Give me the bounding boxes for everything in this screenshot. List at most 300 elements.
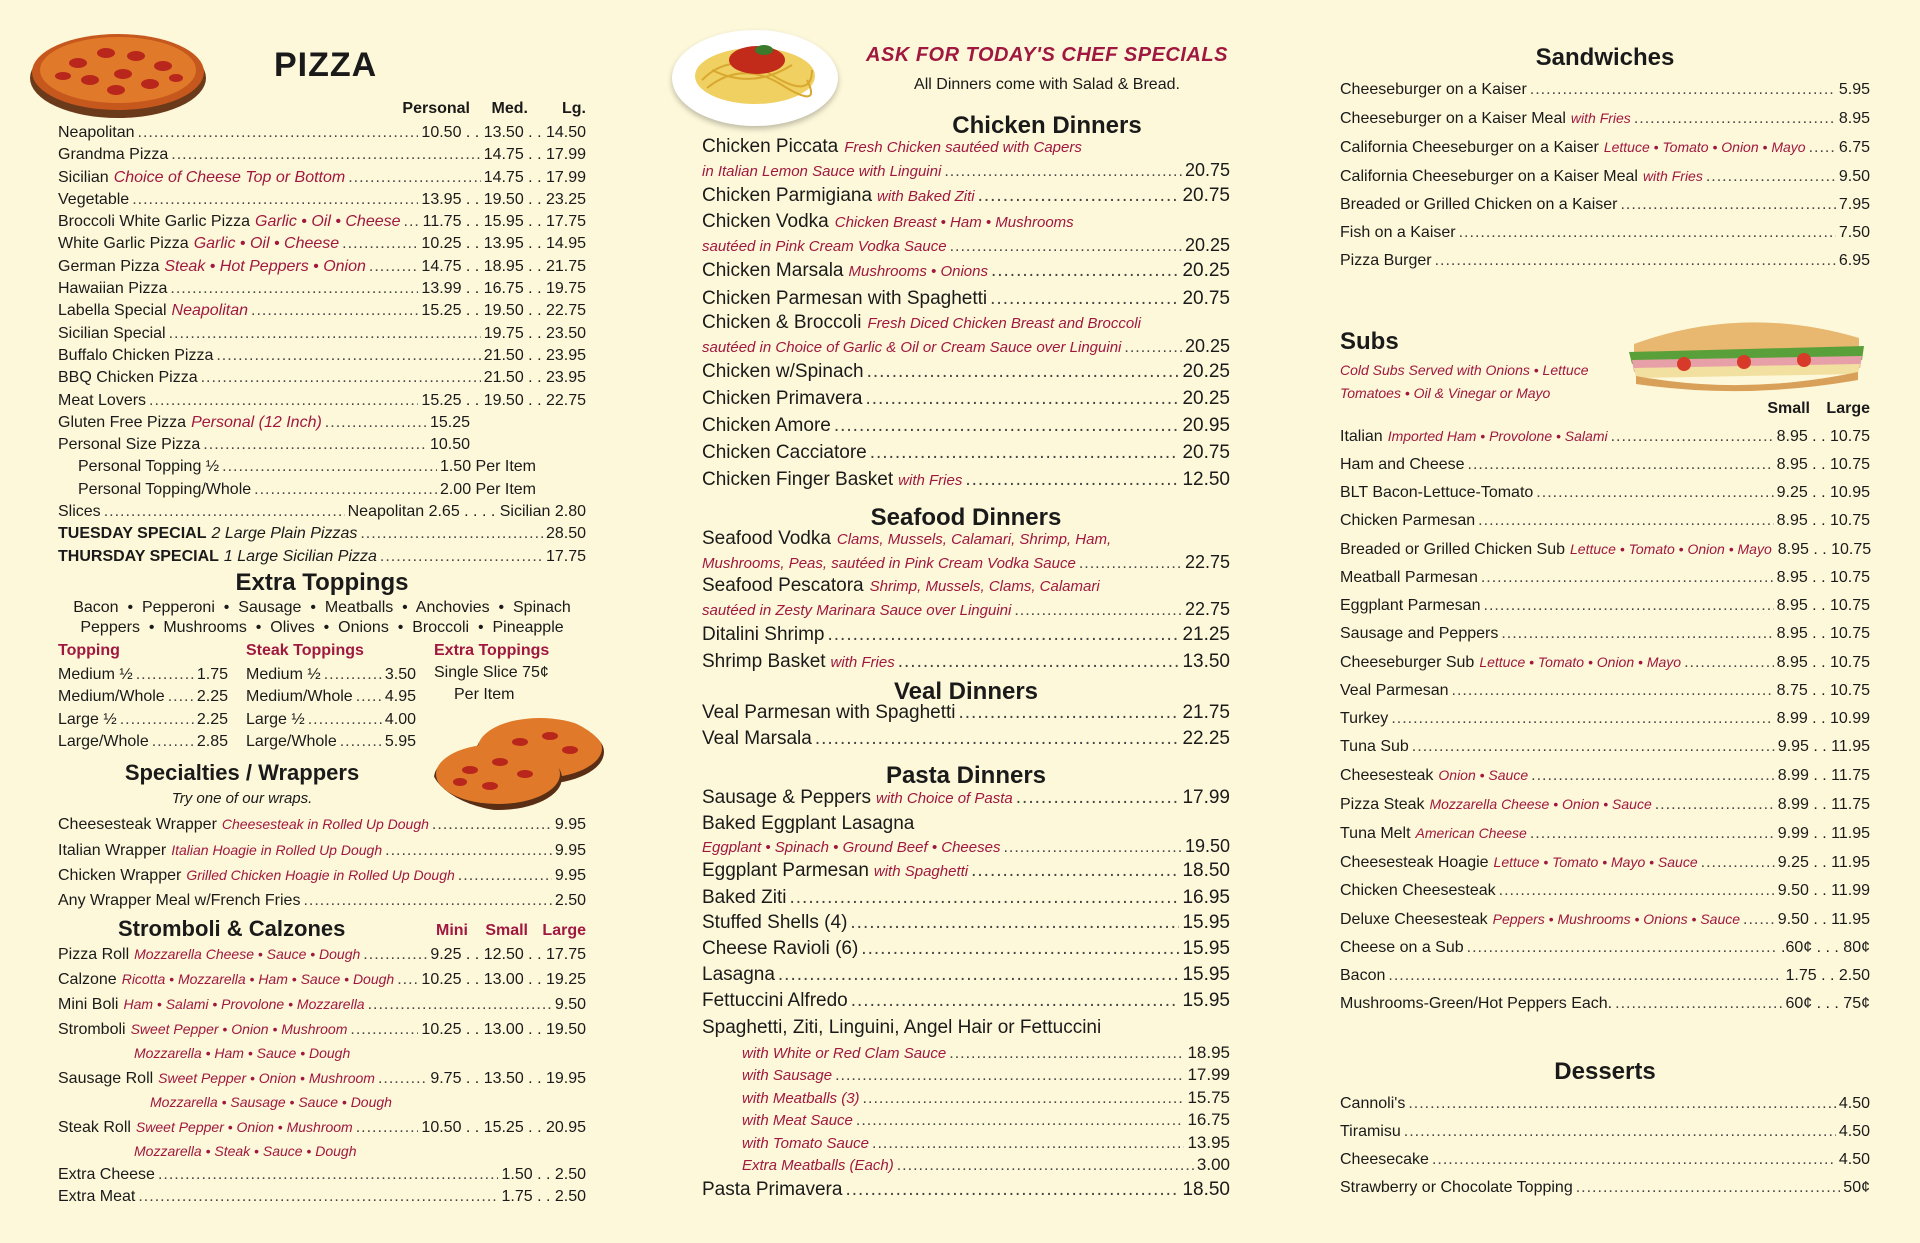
item-price: 9.25 . . 10.95: [1776, 484, 1870, 501]
dot-leader: [950, 235, 1182, 258]
subs-note-line2: Tomatoes • Oil & Vinegar or Mayo: [1340, 385, 1551, 401]
item-name: Baked Ziti: [702, 886, 787, 908]
dinner-item-row: [702, 286, 1230, 313]
item-price: 8.95 . . 10.75: [1776, 654, 1870, 671]
item-name: Neapolitan: [58, 124, 135, 141]
pasta-item-row: [702, 910, 1230, 936]
sub-row: [1340, 507, 1870, 535]
item-price: 14.75 . . 18.95 . . 21.75: [421, 257, 586, 275]
dot-leader: [1530, 820, 1775, 848]
dot-leader: [169, 323, 481, 345]
dot-leader: [1684, 649, 1774, 677]
dot-leader: [851, 988, 1180, 1014]
item-name: Sausage & Peppers: [702, 787, 872, 808]
item-description: Grilled Chicken Hoagie in Rolled Up Dough: [186, 867, 455, 883]
topping-row: [58, 731, 228, 753]
item-description: Neapolitan: [171, 302, 249, 320]
item-price: 7.50: [1838, 224, 1870, 241]
item-description-line: Mozzarella • Sausage • Sauce • Dough: [150, 1094, 392, 1110]
spaghetti-option-row: [702, 1087, 1230, 1110]
sandwich-row: [1340, 219, 1870, 247]
item-price: 10.50: [429, 436, 470, 454]
item-name: Large/Whole: [58, 732, 149, 750]
item-name: Tuna Sub: [1340, 738, 1409, 755]
item-name: Stuffed Shells (4): [702, 912, 848, 934]
item-description: with Baked Ziti: [877, 188, 975, 205]
dot-leader: [1743, 906, 1775, 934]
dot-leader: [1576, 1174, 1841, 1202]
item-name: Veal Marsala: [702, 727, 812, 749]
sub-row: [1340, 592, 1870, 620]
pizza-title: PIZZA: [274, 46, 378, 84]
item-price: 15.25 . . 19.50 . . 22.75: [421, 391, 586, 409]
item-description: Mozzarella Cheese • Onion • Sauce: [1429, 796, 1652, 812]
item-name: Broccoli White Garlic Pizza: [58, 213, 251, 231]
sandwich-row: [1340, 104, 1870, 133]
wrapper-row: [58, 889, 586, 914]
item-description: Shrimp, Mussels, Clams, Calamari: [869, 578, 1100, 595]
item-price: 8.95 . . 10.75: [1776, 625, 1870, 642]
dot-leader: [368, 993, 552, 1017]
dot-leader: [340, 731, 382, 753]
item-name: Cheesesteak Hoagie: [1340, 854, 1489, 871]
dot-leader: [348, 167, 480, 189]
seafood-dinners-title: Seafood Dinners: [870, 504, 1062, 531]
item-price: 20.25: [1182, 361, 1230, 383]
item-description: Italian Hoagie in Rolled Up Dough: [171, 841, 383, 858]
dinner-item-row: [702, 622, 1230, 649]
dot-leader: [216, 345, 480, 367]
item-name: Ham and Cheese: [1340, 456, 1465, 473]
item-price: 10.25 . . 13.00 . . 19.25: [421, 971, 586, 988]
item-price: 9.95: [554, 841, 586, 859]
item-name: Chicken w/Spinach: [702, 361, 864, 383]
item-name: Steak Roll: [58, 1119, 131, 1136]
item-price: 13.95 . . 19.50 . . 23.25: [421, 190, 586, 208]
dot-leader: [850, 910, 1179, 936]
pizza-header-personal: Personal: [402, 100, 470, 117]
item-description: with Fries: [1570, 110, 1631, 126]
item-description-line: sautéed in Pink Cream Vodka Sauce: [702, 237, 947, 255]
item-name: Eggplant Parmesan: [1340, 597, 1481, 614]
dot-leader: [170, 278, 418, 300]
steak-topping-row: [246, 709, 416, 731]
dinner-item-top: [702, 211, 1230, 234]
item-description: with Fries: [1642, 168, 1703, 184]
item-price: 9.95: [554, 867, 586, 884]
item-name: Sicilian Special: [58, 324, 166, 342]
spaghetti-option-row: [702, 1132, 1230, 1155]
pasta-item-row: [702, 836, 1230, 858]
item-description: Steak • Hot Peppers • Onion: [164, 257, 366, 275]
item-price: 8.95 . . 10.75: [1776, 428, 1870, 445]
item-name: Chicken Parmesan with Spaghetti: [702, 287, 988, 309]
dot-leader: [1412, 733, 1775, 761]
chicken-list: [702, 136, 1230, 494]
item-price: 17.99: [1182, 787, 1230, 808]
subs-note-line1: Cold Subs Served with Onions • Lettuce: [1340, 362, 1589, 378]
sub-row: [1340, 761, 1870, 790]
item-price: 10.25 . . 13.00 . . 19.50: [421, 1021, 586, 1038]
wrapper-row: [58, 812, 586, 838]
dot-leader: [432, 813, 552, 838]
steak-topping-row: [246, 731, 416, 753]
item-price: 1.75 . . 2.50: [1785, 967, 1870, 984]
item-name: Sausage Roll: [58, 1070, 154, 1087]
item-price: 9.50 . . 11.95: [1777, 911, 1870, 928]
item-price: 19.50: [1184, 835, 1230, 856]
item-description: Sweet Pepper • Onion • Mushroom: [130, 1021, 348, 1037]
dinner-item-row: [702, 159, 1230, 183]
dinner-item-top: [702, 312, 1230, 335]
item-name: BBQ Chicken Pizza: [58, 369, 198, 387]
item-name: Buffalo Chicken Pizza: [58, 346, 214, 364]
topping-row: [58, 709, 228, 731]
item-price: 2.00 Per Item: [439, 480, 536, 498]
subs-size-headers: [1340, 400, 1870, 418]
item-price: 22.25: [1182, 727, 1230, 749]
item-price: 16.75: [1187, 1110, 1230, 1130]
dot-leader: [1432, 1146, 1836, 1174]
personal-topping-row: [58, 456, 586, 478]
item-price: 20.75: [1182, 441, 1230, 463]
item-price: 50¢: [1843, 1179, 1870, 1196]
steak-topping-row: [246, 664, 416, 686]
item-description: Lettuce • Tomato • Onion • Mayo: [1603, 139, 1806, 155]
item-name: Mini Boli: [58, 996, 119, 1013]
subs-list: [1340, 422, 1870, 1018]
dot-leader: [120, 709, 194, 731]
dot-leader: [949, 1043, 1184, 1065]
sub-row: [1340, 479, 1870, 507]
dot-leader: [397, 968, 418, 992]
dot-leader: [1124, 336, 1182, 359]
dinner-item-top: [702, 528, 1230, 551]
pizza-item-row: [58, 278, 586, 300]
pizza-item-row: [58, 256, 586, 278]
item-price: 4.95: [384, 688, 416, 706]
dot-leader: [897, 1155, 1194, 1177]
item-name: Chicken Vodka: [702, 210, 829, 232]
item-price: 20.75: [1184, 160, 1230, 180]
item-name: Fettuccini Alfredo: [702, 989, 848, 1011]
extra-toppings-line2: Peppers • Mushrooms • Olives • Onions • Broccoli • Pineapple: [80, 619, 564, 636]
item-price: 12.50: [1182, 468, 1230, 490]
sandwich-row: [1340, 76, 1870, 104]
item-name: Eggplant Parmesan: [702, 859, 869, 881]
item-name: Medium/Whole: [246, 688, 353, 706]
sub-row: [1340, 677, 1870, 705]
item-price: 1.75: [196, 666, 228, 683]
stromboli-row: [58, 942, 586, 967]
dot-leader: [356, 686, 382, 708]
dot-leader: [380, 546, 543, 568]
item-price: 21.25: [1182, 624, 1230, 645]
pizza-item-row: [58, 167, 586, 189]
item-name: Any Wrapper Meal w/French Fries: [58, 891, 301, 909]
dot-leader: [971, 858, 1179, 884]
item-price: 9.99 . . 11.95: [1777, 825, 1870, 842]
item-name: Cheesesteak: [1340, 767, 1434, 784]
item-name: with Meat Sauce: [742, 1112, 853, 1130]
pizza-size-headers: [58, 100, 586, 118]
dot-leader: [978, 183, 1180, 210]
dot-leader: [845, 1177, 1179, 1203]
item-price: 9.50 . . 11.99: [1777, 882, 1870, 899]
pizza-item-row: [58, 211, 586, 233]
stromboli-row: [58, 1115, 586, 1140]
dessert-row: [1340, 1090, 1870, 1118]
topping-list: [58, 664, 228, 753]
item-name: Vegetable: [58, 190, 130, 208]
item-name: Meat Lovers: [58, 391, 147, 409]
dot-leader: [356, 1116, 419, 1140]
item-price: 1.75 . . 2.50: [501, 1188, 586, 1205]
item-name: Shrimp Basket: [702, 650, 826, 672]
dot-leader: [458, 864, 552, 889]
veal-list: [702, 700, 1230, 751]
pizza-item-row: [58, 345, 586, 367]
sub-row: [1340, 819, 1870, 848]
spaghetti-option-row: [702, 1109, 1230, 1132]
item-price: 8.95 . . 10.75: [1776, 569, 1870, 586]
item-name: Slices: [58, 503, 101, 521]
dot-leader: [856, 1110, 1185, 1132]
item-name: Chicken & Broccoli: [702, 312, 862, 334]
desserts-list: [1340, 1090, 1870, 1202]
dot-leader: [203, 434, 427, 456]
item-name: Veal Parmesan: [1340, 682, 1449, 699]
item-description: Fresh Chicken sautéed with Capers: [844, 139, 1082, 156]
extra-toppings-title: Extra Toppings: [235, 569, 409, 596]
item-name: Turkey: [1340, 710, 1389, 727]
dot-leader: [870, 440, 1180, 467]
item-price: 10.50 . . 13.50 . . 14.50: [421, 124, 586, 141]
dinner-item-row: [702, 649, 1230, 677]
dot-leader: [350, 1018, 418, 1042]
item-name: Pasta Primavera: [702, 1178, 843, 1200]
stromboli-extra-row: [58, 1186, 586, 1208]
dot-leader: [132, 189, 418, 211]
item-name: Gluten Free Pizza: [58, 413, 187, 431]
sandwiches-title: Sandwiches: [1535, 44, 1675, 71]
item-name: Extra Meat: [58, 1188, 136, 1205]
item-name: Medium ½: [58, 666, 133, 683]
dot-leader: [991, 258, 1179, 285]
item-price: 9.75 . . 13.50 . . 19.95: [430, 1070, 586, 1087]
item-price: 14.75 . . 17.99: [483, 146, 586, 164]
item-price: 20.25: [1184, 234, 1230, 255]
item-name: Cheeseburger on a Kaiser Meal: [1340, 110, 1566, 127]
dot-leader: [1531, 762, 1775, 790]
item-name: Fish on a Kaiser: [1340, 224, 1456, 241]
dot-leader: [867, 359, 1180, 386]
pizza-item-row: [58, 300, 586, 322]
item-name: Large ½: [58, 710, 117, 728]
item-description: Lettuce • Tomato • Onion • Mayo: [1479, 654, 1682, 670]
sub-sandwich-image: [1614, 304, 1874, 396]
dot-leader: [1499, 877, 1775, 905]
spaghetti-option-row: [702, 1042, 1230, 1065]
item-name: Calzone: [58, 971, 117, 988]
dot-leader: [1404, 1118, 1836, 1146]
special-row: [58, 546, 586, 568]
item-price: 4.50: [1838, 1151, 1870, 1168]
dot-leader: [158, 1164, 499, 1186]
personal-topping-row: [58, 479, 586, 501]
item-description: Sweet Pepper • Onion • Mushroom: [135, 1119, 353, 1135]
item-price: 9.25 . . 12.50 . . 17.75: [430, 946, 586, 963]
item-price: 20.25: [1184, 336, 1230, 357]
item-price: 20.25: [1182, 259, 1230, 281]
desserts-title: Desserts: [1554, 1058, 1656, 1085]
dot-leader: [1435, 247, 1836, 275]
dinner-item-row: [702, 467, 1230, 495]
item-description: Ricotta • Mozzarella • Ham • Sauce • Dough: [121, 971, 395, 987]
dot-leader: [1701, 849, 1775, 877]
item-description: Fresh Diced Chicken Breast and Broccoli: [867, 315, 1141, 333]
pizza-item-row: [58, 390, 586, 412]
sub-row: [1340, 877, 1870, 905]
item-name: Chicken Finger Basket: [702, 468, 894, 490]
item-name: Seafood Pescatora: [702, 575, 864, 596]
sub-row: [1340, 648, 1870, 677]
dot-leader: [1481, 564, 1774, 592]
item-price: 17.99: [1187, 1065, 1230, 1085]
sub-row: [1340, 451, 1870, 479]
sub-row: [1340, 790, 1870, 819]
item-price: 4.50: [1838, 1123, 1870, 1140]
dot-leader: [138, 122, 419, 144]
item-name: with Sausage: [742, 1067, 833, 1085]
item-price: 9.95 . . 11.95: [1777, 738, 1870, 755]
pasta-item-row: [702, 858, 1230, 885]
item-price: 18.50: [1182, 1178, 1230, 1200]
pizza-item-row: [58, 323, 586, 345]
sub-row: [1340, 990, 1870, 1018]
item-price: 14.75 . . 17.99: [483, 168, 586, 186]
stromboli-title: Stromboli & Calzones: [118, 916, 346, 941]
pasta-item-row: [702, 988, 1230, 1014]
item-name: Large/Whole: [246, 732, 337, 750]
item-description-line: Mushrooms, Peas, sautéed in Pink Cream Vodka Sauce: [702, 555, 1076, 572]
dot-leader: [1003, 838, 1182, 858]
item-price: 10.50 . . 15.25 . . 20.95: [421, 1119, 586, 1136]
item-description-line: in Italian Lemon Sauce with Linguini: [702, 163, 942, 180]
dot-leader: [342, 233, 418, 255]
stromboli-extra-row: [58, 1164, 586, 1186]
pasta-item-row: [702, 885, 1230, 911]
item-price: 8.95 . . 10.75: [1777, 541, 1872, 558]
seafood-list: [702, 528, 1230, 676]
dot-leader: [1809, 134, 1836, 162]
dot-leader: [778, 962, 1180, 988]
extra-per-item: Per Item: [454, 686, 515, 703]
item-name: Chicken Marsala: [702, 259, 844, 281]
sub-row: [1340, 620, 1870, 648]
dot-leader: [866, 386, 1180, 413]
item-name: German Pizza: [58, 257, 160, 275]
item-price: 19.75 . . 23.50: [483, 324, 586, 342]
item-description: Lettuce • Tomato • Onion • Mayo: [1570, 541, 1772, 557]
item-price: 11.75 . . 15.95 . . 17.75: [422, 213, 586, 231]
item-description: Garlic • Oil • Cheese: [255, 213, 401, 231]
item-price: 15.95: [1182, 963, 1230, 985]
dot-leader: [303, 889, 551, 914]
item-price: 5.95: [384, 732, 416, 750]
dot-leader: [1468, 451, 1774, 479]
item-price: 13.99 . . 16.75 . . 19.75: [421, 280, 586, 298]
item-price: 6.95: [1838, 252, 1870, 269]
item-price: 8.95 . . 10.75: [1776, 597, 1870, 614]
two-pizzas-image: [430, 712, 608, 812]
item-price: 4.50: [1838, 1095, 1870, 1112]
item-price: 15.95: [1182, 912, 1230, 934]
dot-leader: [898, 649, 1180, 676]
item-price: 2.25: [196, 710, 228, 728]
stromboli-header-mini: Mini: [436, 922, 468, 939]
dinner-item-row: [702, 183, 1230, 211]
item-name: Breaded or Grilled Chicken Sub: [1340, 541, 1566, 558]
dot-leader: [251, 300, 418, 322]
item-name: Cheeseburger on a Kaiser: [1340, 81, 1527, 98]
dot-leader: [1478, 507, 1773, 535]
item-price: 6.75: [1838, 139, 1870, 156]
item-description: Chicken Breast • Ham • Mushrooms: [834, 213, 1074, 231]
item-name: Italian: [1340, 428, 1383, 445]
item-description: Sweet Pepper • Onion • Mushroom: [158, 1070, 375, 1086]
dot-leader: [1459, 219, 1836, 247]
dot-leader: [363, 943, 427, 967]
item-price: 13.95: [1187, 1132, 1230, 1152]
item-description: Mushrooms • Onions: [848, 262, 988, 280]
dot-leader: [1620, 191, 1835, 219]
dot-leader: [222, 456, 437, 478]
stromboli-row: [58, 967, 586, 992]
dot-leader: [324, 664, 382, 686]
sub-row: [1340, 733, 1870, 761]
item-price: 15.75: [1187, 1087, 1230, 1107]
dot-leader: [861, 936, 1179, 962]
sub-row: [1340, 535, 1870, 564]
item-name: Chicken Cheesesteak: [1340, 882, 1496, 899]
item-name: Cheese on a Sub: [1340, 939, 1464, 956]
dot-leader: [369, 256, 419, 278]
item-description: Personal (12 Inch): [191, 413, 322, 431]
item-name: Hawaiian Pizza: [58, 280, 168, 298]
pizza-item-row: [58, 412, 586, 434]
chef-specials-title: ASK FOR TODAY'S CHEF SPECIALS: [866, 44, 1228, 66]
item-price: 9.50: [1838, 168, 1870, 185]
item-price: .60¢ . . . 80¢: [1781, 939, 1870, 956]
item-name: Chicken Primavera: [702, 388, 863, 410]
item-name: Chicken Piccata: [702, 136, 839, 157]
item-name: Personal Topping/Whole: [78, 480, 252, 498]
item-price: 2.25: [196, 688, 228, 706]
steak-topping-list: [246, 664, 416, 753]
dot-leader: [1079, 552, 1182, 575]
item-description: Imported Ham • Provolone • Salami: [1387, 428, 1608, 444]
dot-leader: [308, 709, 382, 731]
item-name: Veal Parmesan with Spaghetti: [702, 702, 956, 723]
item-description: with Fries: [898, 471, 963, 489]
dinner-item-row: [702, 258, 1230, 286]
item-name: Strawberry or Chocolate Topping: [1340, 1179, 1573, 1196]
sandwich-row: [1340, 133, 1870, 162]
item-description: 1 Large Sicilian Pizza: [223, 547, 377, 565]
item-price: 20.75: [1182, 287, 1230, 309]
item-price: 21.50 . . 23.95: [483, 346, 586, 364]
